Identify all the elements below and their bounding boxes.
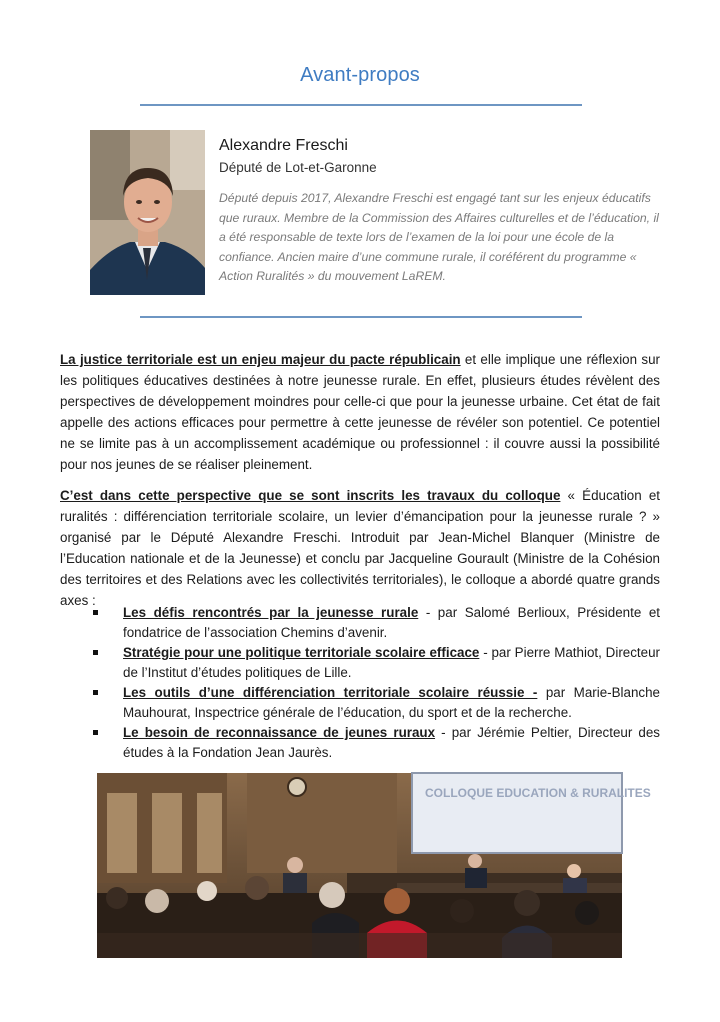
- list-item: [60, 643, 660, 683]
- axis-title: Les défis rencontrés par la jeunesse rurale: [123, 605, 419, 620]
- bottom-divider: [140, 316, 582, 318]
- axis-title: Les outils d’une différenciation territoriale scolaire réussie -: [123, 685, 538, 700]
- bio-name: Alexandre Freschi: [219, 137, 348, 154]
- bio-role: Député de Lot-et-Garonne: [219, 160, 377, 175]
- paragraph-lead: La justice territoriale est un enjeu majeur du pacte républicain: [60, 352, 461, 367]
- paragraph-body: « Éducation et ruralités : différenciation territoriale scolaire, un levier d’émancipation pour la jeunesse rurale ? » organisé par le Député Alexandre Freschi. Introduit par Jean-Michel Blanquer (Ministre de l’Education nationale et de la Jeunesse) et conclu par Jacqueline Gourault (Ministre de la Cohésion des territoires et des Relations avec les collectivités territoriales), le colloque a abordé quatre grands axes :: [60, 488, 660, 608]
- bullet-square-icon: [93, 610, 98, 615]
- bio-description: Député depuis 2017, Alexandre Freschi est engagé tant sur les enjeux éducatifs que ruraux. Membre de la Commission des Affaires culturelles et de l’éducation, il a été responsable de texte lors de l’examen de la loi pour une école de la confiance. Ancien maire d’une commune rurale, il coréférent du programme « Action Ruralités » du mouvement LaREM.: [219, 191, 659, 284]
- conference-photo: [97, 773, 651, 958]
- paragraph-justice: [60, 349, 660, 475]
- axis-detail: - par Salomé Berlioux, Présidente et fondatrice de l’association Chemins d’avenir.: [123, 605, 660, 640]
- portrait-photo: [90, 130, 205, 295]
- top-divider: [140, 104, 582, 106]
- axis-detail: - par Pierre Mathiot, Directeur de l’Institut d’études politiques de Lille.: [123, 645, 660, 680]
- axis-title: Le besoin de reconnaissance de jeunes ruraux: [123, 725, 436, 740]
- axis-title: Stratégie pour une politique territoriale scolaire efficace: [123, 645, 480, 660]
- page-title: Avant-propos: [300, 64, 420, 86]
- bullet-square-icon: [93, 730, 98, 735]
- paragraph-body: et elle implique une réflexion sur les politiques éducatives destinées à notre jeunesse rurale. En effet, plusieurs études révèlent des perspectives de développement moindres pour celle-ci que pour la jeunesse urbaine. Cet état de fait appelle des actions efficaces pour permettre à cette jeunesse de révéler son potentiel. Ce potentiel ne se limite pas à un accomplissement académique ou professionnel : il couvre aussi la possibilité pour nos jeunes de se réaliser pleinement.: [60, 352, 660, 472]
- screen-text: COLLOQUE EDUCATION & RURALITES: [425, 786, 651, 800]
- list-item: [60, 723, 660, 763]
- paragraph-lead: C’est dans cette perspective que se sont inscrits les travaux du colloque: [60, 488, 561, 503]
- bullet-square-icon: [93, 690, 98, 695]
- axes-list: [60, 603, 660, 763]
- axis-detail: - par Jérémie Peltier, Directeur des études à la Fondation Jean Jaurès.: [123, 725, 661, 760]
- list-item: [60, 603, 660, 643]
- paragraph-colloque: [60, 485, 660, 611]
- axis-detail: par Marie-Blanche Mauhourat, Inspectrice générale de l’éducation, du sport et de la recherche.: [123, 685, 660, 720]
- bullet-square-icon: [93, 650, 98, 655]
- list-item: [60, 683, 660, 723]
